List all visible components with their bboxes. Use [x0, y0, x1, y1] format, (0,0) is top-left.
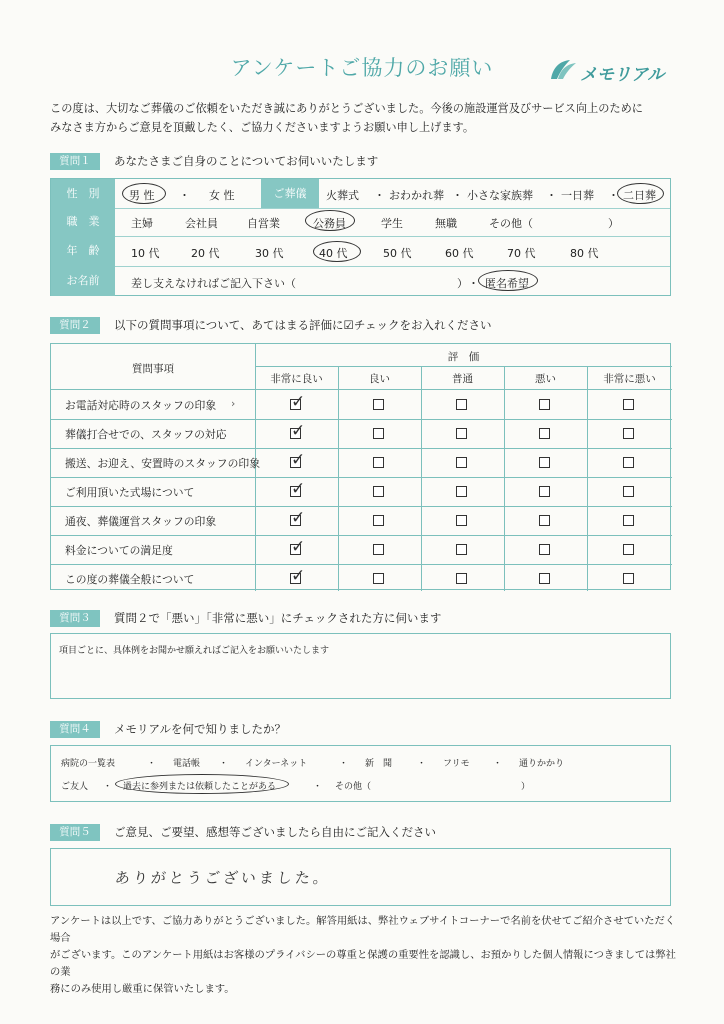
question-item-label: 搬送、お迎え、安置時のスタッフの印象 [65, 457, 260, 470]
separator-dot: ・ [493, 759, 503, 769]
age-40-option[interactable]: 40 代 [319, 247, 348, 260]
separator-dot: ・ [608, 189, 619, 202]
q2-tag: 質問２ [50, 317, 100, 334]
source-phonebook-option[interactable]: 電話帳 [173, 759, 201, 769]
footer-line: アンケートは以上です、ご協力ありがとうございました。解答用紙は、弊社ウェブサイトコーナーで名前を伏せてご紹介させていただく場合 [50, 915, 676, 944]
row-divider [51, 506, 672, 507]
job-employee-option[interactable]: 会社員 [185, 217, 218, 230]
q3-text: 質問２で「悪い」「非常に悪い」にチェックされた方に伺います [114, 611, 442, 625]
source-internet-option[interactable]: インターネット [245, 759, 308, 769]
q1-heading [50, 152, 378, 170]
q1-form [50, 178, 671, 296]
funeral-option-futsuka[interactable]: 二日葬 [623, 189, 656, 202]
source-other-close: ） [521, 782, 531, 792]
q2-heading [50, 316, 492, 334]
anonymous-option[interactable]: 匿名希望 [485, 277, 529, 290]
funeral-option-kaso[interactable]: 火葬式 [326, 189, 359, 202]
rating-checkbox[interactable] [539, 515, 550, 526]
age-20-option[interactable]: 20 代 [191, 247, 220, 260]
logo-text: メモリアル [580, 65, 665, 85]
footer-line: がございます。このアンケート用紙はお客様のプライバシーの尊重と保護の重要性を認識し、お預かりした個人情報につきましては弊社の業 [50, 949, 676, 978]
q5-tag: 質問５ [50, 824, 100, 841]
separator-dot: ・ [374, 189, 385, 202]
separator-dot: ・ [313, 782, 323, 792]
rating-checkbox[interactable] [373, 399, 384, 410]
q3-answer-box[interactable] [50, 633, 671, 699]
rating-checkbox[interactable] [373, 428, 384, 439]
rating-checkbox[interactable] [623, 457, 634, 468]
source-newspaper-option[interactable]: 新 聞 [365, 759, 393, 769]
q2-text-post: チェックをお入れください [353, 318, 492, 332]
row-divider [51, 535, 672, 536]
q3-tag: 質問３ [50, 610, 100, 627]
rating-checkbox[interactable] [373, 486, 384, 497]
memorial-logo [548, 58, 666, 84]
q5-heading [50, 823, 436, 841]
name-prompt: 差し支えなければご記入下さい（ [131, 277, 296, 290]
check-mark-icon: ✓ [291, 508, 306, 528]
check-mark-icon: ✓ [291, 450, 306, 470]
separator-dot: ・ [179, 189, 190, 202]
handwritten-comment: ありがとうございました。 [114, 869, 332, 887]
gender-female-option[interactable]: 女 性 [209, 189, 235, 202]
question-item-label: この度の葬儀全般について [65, 573, 195, 586]
check-mark-icon: ✓ [291, 392, 306, 412]
rating-checkbox[interactable] [539, 573, 550, 584]
stray-mark: › [231, 397, 236, 410]
rating-checkbox[interactable] [373, 457, 384, 468]
age-60-option[interactable]: 60 代 [445, 247, 474, 260]
selection-circle [478, 270, 538, 291]
gender-male-option[interactable]: 男 性 [129, 189, 155, 202]
rating-header: 非常に良い [270, 373, 323, 385]
age-10-option[interactable]: 10 代 [131, 247, 160, 260]
question-item-label: 葬儀打合せでの、スタッフの対応 [65, 428, 227, 441]
intro-text [50, 99, 680, 137]
rating-checkbox[interactable] [456, 457, 467, 468]
check-mark-icon: ✓ [291, 566, 306, 586]
row-divider [51, 477, 672, 478]
rating-checkbox[interactable] [456, 399, 467, 410]
source-hospital-option[interactable]: 病院の一覧表 [61, 759, 116, 769]
check-mark-icon: ✓ [291, 479, 306, 499]
separator-dot: ・ [219, 759, 229, 769]
rating-checkbox[interactable] [539, 486, 550, 497]
funeral-option-kazoku[interactable]: 小さな家族葬 [467, 189, 533, 202]
selection-circle [115, 774, 289, 794]
funeral-option-owakare[interactable]: おわかれ葬 [389, 189, 444, 202]
rating-checkbox[interactable] [623, 399, 634, 410]
check-mark-icon: ✓ [291, 421, 306, 441]
check-mark-icon: ✓ [291, 537, 306, 557]
row-divider [51, 448, 672, 449]
row-divider [51, 419, 672, 420]
row-divider [51, 564, 672, 565]
age-70-option[interactable]: 70 代 [507, 247, 536, 260]
rating-checkbox[interactable] [623, 428, 634, 439]
rating-checkbox[interactable] [373, 515, 384, 526]
q4-options-box [50, 745, 671, 802]
intro-line: この度は、大切なご葬儀のご依頼をいただき誠にありがとうございました。今後の施設運営及びサービス向上のために [50, 102, 643, 115]
rating-checkbox[interactable] [456, 515, 467, 526]
leaf-logo-icon [548, 58, 578, 82]
rating-checkbox[interactable] [623, 486, 634, 497]
rating-checkbox[interactable] [539, 428, 550, 439]
job-selfemployed-option[interactable]: 自営業 [247, 217, 280, 230]
rating-checkbox[interactable] [623, 515, 634, 526]
question-item-label: 料金についての満足度 [65, 544, 173, 557]
source-past-attendance-option[interactable]: 過去に参列または依頼したことがある [123, 782, 277, 792]
job-label: 職 業 [51, 208, 115, 236]
separator-dot: ・ [452, 189, 463, 202]
q1-text: あなたさまご自身のことについてお伺いいたします [114, 154, 379, 168]
rating-checkbox[interactable] [456, 573, 467, 584]
q4-text: メモリアルを何で知りましたか？ [114, 722, 287, 736]
rating-header: 普通 [452, 373, 473, 385]
age-50-option[interactable]: 50 代 [383, 247, 412, 260]
col-item-header: 質問事項 [132, 363, 174, 375]
name-label: お名前 [51, 266, 115, 296]
rating-checkbox[interactable] [456, 428, 467, 439]
q4-tag: 質問４ [50, 721, 100, 738]
q5-text: ご意見、ご要望、感想等ございましたら自由にご記入ください [114, 825, 436, 839]
source-other-option[interactable]: その他（ [335, 782, 372, 792]
job-civilservant-option[interactable]: 公務員 [313, 217, 346, 230]
separator-dot: ・ [103, 782, 113, 792]
gender-label: 性 別 [51, 179, 115, 208]
job-other-close: ） [608, 217, 619, 230]
job-other-option[interactable]: その他（ [489, 217, 533, 230]
q2-text-pre: 以下の質問事項について、あてはまる評価に [114, 318, 344, 332]
intro-line: みなさま方からご意見を頂戴したく、ご協力くださいますようお願い申し上げます。 [50, 121, 475, 134]
rating-checkbox[interactable] [456, 486, 467, 497]
funeral-option-ichinichi[interactable]: 一日葬 [561, 189, 594, 202]
q3-heading [50, 609, 441, 627]
rating-header: 非常に悪い [603, 373, 656, 385]
selection-circle [617, 183, 664, 204]
job-housewife-option[interactable]: 主婦 [131, 217, 153, 230]
page-title: アンケートご協力のお願い [230, 56, 494, 80]
source-passing-option[interactable]: 通りかかり [519, 759, 565, 769]
age-30-option[interactable]: 30 代 [255, 247, 284, 260]
selection-circle [305, 210, 355, 231]
rating-checkbox[interactable] [373, 544, 384, 555]
rating-checkbox[interactable] [623, 573, 634, 584]
question-item-label: ご利用頂いた式場について [65, 486, 195, 499]
selection-circle [313, 241, 361, 262]
rating-header: 良い [369, 373, 390, 385]
footer-text [50, 913, 680, 998]
rating-checkbox[interactable] [539, 399, 550, 410]
source-furimo-option[interactable]: フリモ [443, 759, 470, 769]
job-unemployed-option[interactable]: 無職 [435, 217, 457, 230]
separator-dot: ・ [147, 759, 157, 769]
checkbox-icon: ☑ [343, 318, 354, 332]
q2-text [114, 317, 492, 333]
q1-tag: 質問１ [50, 153, 100, 170]
funeral-label: ご葬儀 [261, 179, 319, 208]
separator-dot: ・ [417, 759, 427, 769]
col-eval-header: 評 価 [447, 351, 480, 363]
rating-table [50, 343, 671, 590]
rating-checkbox[interactable] [539, 457, 550, 468]
name-close: ） [457, 277, 468, 290]
q5-answer-box[interactable] [50, 848, 671, 906]
rating-checkbox[interactable] [539, 544, 550, 555]
footer-line: 務にのみ使用し厳重に保管いたします。 [50, 983, 235, 995]
rating-checkbox[interactable] [373, 573, 384, 584]
separator-dot: ・ [468, 277, 479, 290]
question-item-label: 通夜、葬儀運営スタッフの印象 [65, 515, 217, 528]
age-label: 年 齢 [51, 236, 115, 266]
selection-circle [122, 183, 166, 204]
job-student-option[interactable]: 学生 [381, 217, 403, 230]
separator-dot: ・ [546, 189, 557, 202]
q3-note: 項目ごとに、具体例をお聞かせ願えればご記入をお願いいたします [59, 646, 330, 656]
rating-header: 悪い [535, 373, 556, 385]
rating-checkbox[interactable] [623, 544, 634, 555]
q4-heading [50, 720, 286, 738]
separator-dot: ・ [339, 759, 349, 769]
rating-checkbox[interactable] [456, 544, 467, 555]
question-item-label: お電話対応時のスタッフの印象 [65, 399, 217, 412]
age-80-option[interactable]: 80 代 [570, 247, 599, 260]
source-friend-option[interactable]: ご友人 [61, 782, 89, 792]
